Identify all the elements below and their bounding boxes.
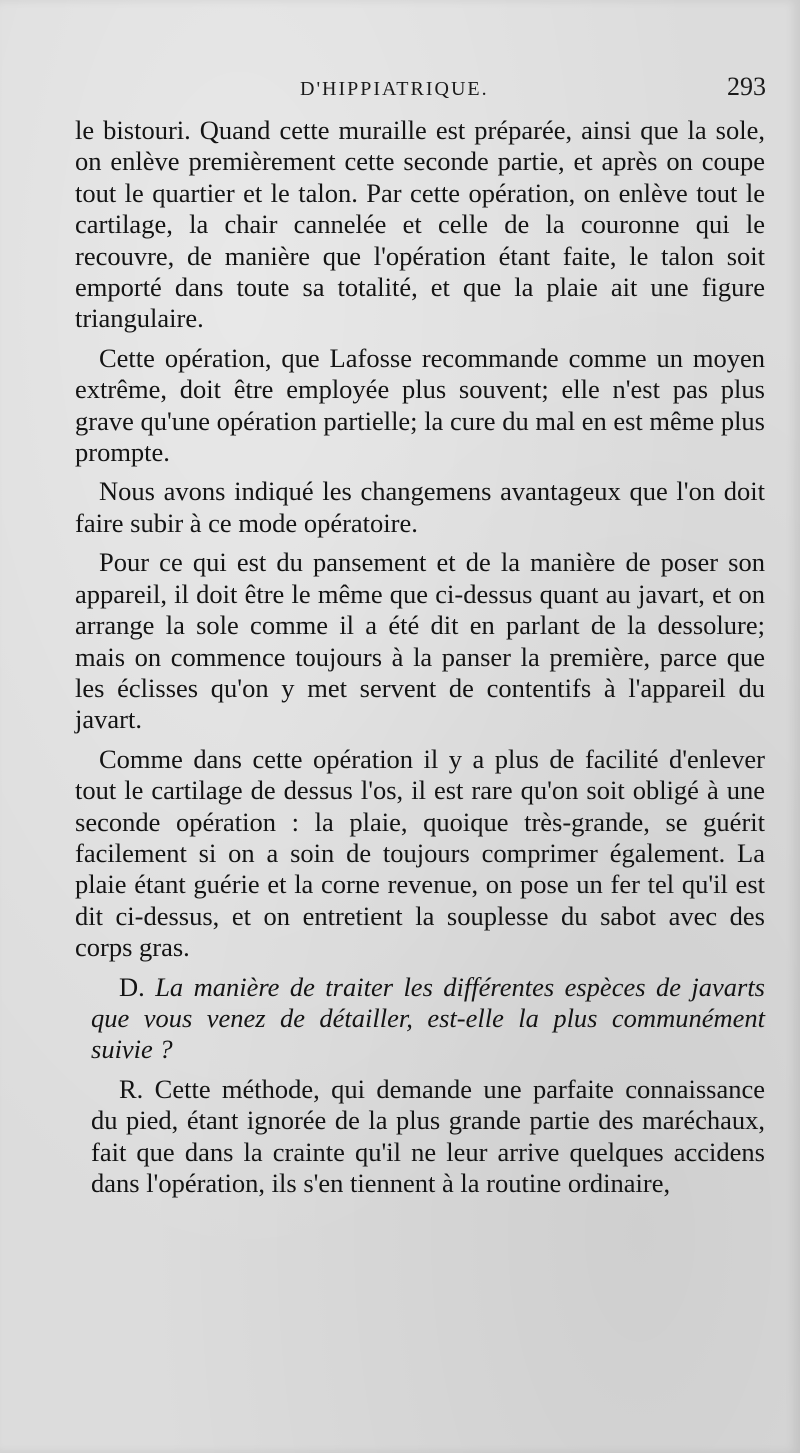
paragraph: le bistouri. Quand cette muraille est préparée, ainsi que la sole, on enlève premièrement cette seconde partie, et après on coupe tout le quartier et le talon. Par cette opération, on enlève tout le cartilage, la chair cannelée et celle de la couronne qui le recouvre, de manière que l'opération étant faite, le talon soit emporté dans toute sa totalité, et que la plaie ait une figure triangulaire. (75, 115, 765, 334)
question-text: La manière de traiter les différentes espèces de javarts que vous venez de détailler, est-elle la plus communément suivie ? (91, 971, 765, 1065)
body-text (75, 115, 765, 1207)
paragraph: Nous avons indiqué les changemens avantageux que l'on doit faire subir à ce mode opératoire. (75, 476, 765, 538)
page-number: 293 (727, 72, 766, 101)
answer-label: R. (119, 1073, 144, 1104)
running-head: D'HIPPIATRIQUE. (300, 78, 489, 100)
paragraph: Comme dans cette opération il y a plus de facilité d'enlever tout le cartilage de dessus l'os, il est rare qu'on soit obligé à une seconde opération : la plaie, quoique très-grande, se guérit facilement si on a soin de toujours comprimer également. La plaie étant guérie et la corne revenue, on pose un fer tel qu'il est dit ci-dessus, et on entretient la souplesse du sabot avec des corps gras. (75, 743, 765, 963)
answer-text: Cette méthode, qui demande une parfaite connaissance du pied, étant ignorée de la plus grande partie des maréchaux, fait que dans la crainte qu'il ne leur arrive quelques accidens dans l'opération, ils s'en tiennent à la routine ordinaire, (91, 1073, 765, 1198)
question-paragraph (75, 972, 765, 1066)
paragraph: Pour ce qui est du pansement et de la manière de poser son appareil, il doit être le même que ci-dessus quant au javart, et on arrange la sole comme il a été dit en parlant de la dessolure; mais on commence toujours à la panser la première, parce que les éclisses qu'on y met servent de contentifs à l'appareil du javart. (75, 547, 765, 735)
paragraph: Cette opération, que Lafosse recommande comme un moyen extrême, doit être employée plus souvent; elle n'est pas plus grave qu'une opération partielle; la cure du mal en est même plus prompte. (75, 342, 765, 468)
answer-paragraph (75, 1074, 765, 1200)
question-label: D. (119, 971, 145, 1002)
